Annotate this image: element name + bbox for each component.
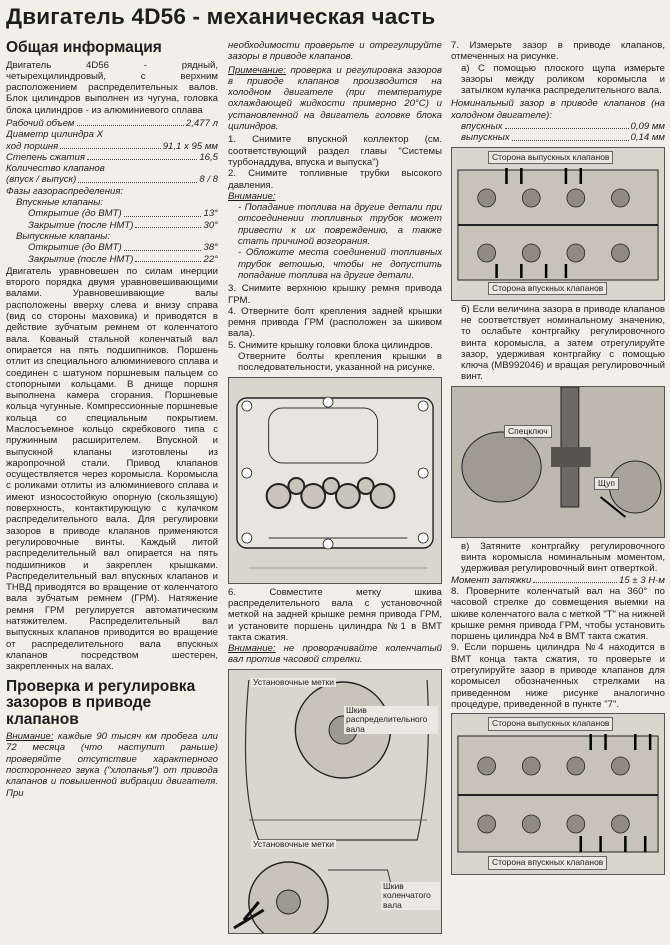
fuel-warning: Внимание: bbox=[228, 190, 276, 202]
spec-row: Фазы газораспределения: bbox=[6, 185, 124, 197]
camshaft-drawing-1 bbox=[452, 148, 664, 300]
spec-row: Степень сжатия 16,5 bbox=[6, 151, 218, 163]
note-cold-engine: Примечание: проверка и регулировка зазоров в приводе клапанов производится на холодном двигателе (при температуре охлаждающей жидкости примерно 20°C) и установленной на двигатель головке блока цилиндров. bbox=[228, 64, 442, 133]
column-right bbox=[451, 40, 665, 940]
step-6: 6. Совместите метку шкива распределительного вала с установочной меткой на задней крышке ремня привода ГРМ, и установите поршень цилиндра №1 в ВМТ такта сжатия. bbox=[228, 586, 442, 643]
torque-spec: Момент затяжки 15 ± 3 Н·м bbox=[451, 574, 665, 586]
step-7b: б) Если величина зазора в приводе клапанов не соответствует номинальному значению, то ослабьте контргайку регулировочного винта коромысла, а затем отрегулируйте зазор, удерживая контргайку с помощью ключа (MB992046) и вращая регулировочный винт. bbox=[461, 303, 665, 383]
rocker-arms-figure-1 bbox=[451, 147, 665, 301]
label-timing-marks-bottom: Установочные метки bbox=[253, 838, 334, 849]
fuel-warning-item: - Попадание топлива на другие детали при отсоединении топливных трубок может привести к их повреждению, а также стать причиной возгорания. bbox=[238, 202, 442, 248]
spec-row: Закрытие (после НМТ) 30° bbox=[28, 219, 218, 231]
step-8: 8. Проверните коленчатый вал на 360° по часовой стрелке до совмещения выемки на шкиве коленчатого вала с меткой "Т" на нижней крышке ремня привода ГРМ, чтобы установить поршень цилиндра №4 в ВМТ такта сжатия. bbox=[451, 585, 665, 643]
clearance-exhaust: выпускных 0,14 мм bbox=[461, 132, 665, 144]
adjustment-drawing bbox=[452, 387, 664, 537]
crank-rotation-warning: Внимание: не проворачивайте коленчатый вал против часовой стрелки. bbox=[228, 643, 442, 666]
spec-list bbox=[6, 118, 218, 265]
label-crank-pulley: Шкив коленчатого вала bbox=[381, 882, 440, 911]
timing-marks-figure bbox=[228, 669, 442, 934]
fuel-warning-item: - Обложите места соединений топливных трубок ветошью, чтобы не допустить попадание топлива на другие детали. bbox=[238, 247, 442, 281]
label-exhaust-side-2: Сторона выпускных клапанов bbox=[488, 717, 613, 731]
step-5-detail: Отверните болты крепления крышки в последовательности, указанной на рисунке. bbox=[238, 351, 442, 374]
step-7c: в) Затяните контргайку регулировочного винта коромысла номинальным моментом, удерживая регулировочный винт отверткой. bbox=[461, 540, 665, 575]
label-exhaust-side: Сторона выпускных клапанов bbox=[488, 151, 613, 165]
cover-bolts-figure bbox=[228, 377, 442, 584]
column-middle bbox=[228, 40, 442, 940]
spec-row: Выпускные клапаны: bbox=[16, 230, 110, 242]
step-7a: а) С помощью плоского щупа измерьте зазоры между роликом коромысла и затылком кулачка распределительного вала. bbox=[461, 62, 665, 97]
rocker-arms-figure-2 bbox=[451, 713, 665, 875]
continued-text: необходимости проверьте и отрегулируйте зазоры в приводе клапанов. bbox=[228, 40, 442, 63]
column-left bbox=[6, 40, 218, 940]
step-2: 2. Снимите топливные трубки высокого давления. bbox=[228, 168, 442, 191]
step-1: 1. Снимите впускной коллектор (см. соответствующий раздел главы "Системы турбонаддува, впуска и выпуска") bbox=[228, 134, 442, 168]
step-3: 3. Снимите верхнюю крышку ремня привода ГРМ. bbox=[228, 283, 442, 306]
clearance-note: Внимание: каждые 90 тысяч км пробега или 72 месяца (что наступит раньше) проверяйте отсутствие характерного постороннего звука ("хлопанья") от привода клапанов и повышенной вибрации двигателя. При bbox=[6, 731, 218, 799]
spec-row: Количество клапанов bbox=[6, 163, 105, 175]
label-intake-side: Сторона впускных клапанов bbox=[488, 282, 607, 296]
clearance-heading: Проверка и регулировка зазоров в приводе клапанов bbox=[6, 677, 196, 728]
step-5: 5. Снимите крышку головки блока цилиндров. bbox=[228, 339, 433, 351]
camshaft-drawing-2 bbox=[452, 714, 664, 874]
nominal-clearance-label: Номинальный зазор в приводе клапанов (на холодном двигателе): bbox=[451, 98, 665, 121]
spec-row: Диаметр цилиндра X bbox=[6, 129, 104, 141]
label-feeler-gauge: Щуп bbox=[594, 477, 619, 491]
intro-text: Двигатель 4D56 - рядный, четырехцилиндровый, с верхним расположением распределительных валов. Блок цилиндров выполнен из чугуна, головка блока цилиндров - из алюминиевого сплава bbox=[6, 59, 218, 116]
page-title: Двигатель 4D56 - механическая часть bbox=[6, 4, 436, 29]
spec-row: Рабочий объем 2,477 л bbox=[6, 117, 218, 129]
spec-row: Впускные клапаны: bbox=[16, 197, 103, 209]
label-intake-side-2: Сторона впускных клапанов bbox=[488, 856, 607, 870]
spec-row: (впуск / выпуск) 8 / 8 bbox=[6, 174, 218, 186]
label-timing-marks-top: Установочные метки bbox=[253, 676, 334, 687]
label-special-wrench: Спецключ bbox=[504, 425, 552, 439]
spec-row: Открытие (до ВМТ) 13° bbox=[28, 208, 218, 220]
step-9: 9. Если поршень цилиндра №4 находится в ВМТ конца такта сжатия, то проверьте и отрегулируйте зазор в приводе клапанов для коромысел обозначенных стрелками на приведенном ниже рисунке аналогично процедуре, приведенной в пункте "7". bbox=[451, 642, 665, 710]
adjustment-figure bbox=[451, 386, 665, 538]
spec-row: Открытие (до ВМТ) 38° bbox=[28, 242, 218, 254]
clearance-intake: впускных 0,09 мм bbox=[461, 121, 665, 133]
engine-description: Двигатель уравновешен по силам инерции второго порядка двумя уравновешивающими валами. Уравновешивающие валы расположены вверху слева и внизу справа (вид со стороны маховика) и приводятся в действие зубчатым ремнем от коленчатого вала. Кованый стальной коленчатый вал опирается на пять подшипников. Поршень отлит из специального алюминиевого сплава и соединен с шатуном поршневым пальцем со стопорными кольцами. В днище поршня выполнена камера сгорания. Поршневые кольца чугунные. Компрессионные поршневые кольца со специальным покрытием. Маслосъемное кольцо скребкового типа с пружинным расширителем. Впускной и выпускной клапаны изготовлены из жаропрочной стали. Привод клапанов осуществляется через коромысла. Коромысла с роликами отлиты из алюминиевого сплава и имеют износостойкую опорную (скользящую) поверхность, контактирующую с кулачком распределительного вала. Для регулировки зазоров в приводе клапанов применяются регулировочные винты. Каждый литой распределительный вал опирается на пять подшипников и закреплен крышками. Распределительный вал впускных клапанов и ТНВД приводятся во вращение от коленчатого вала зубчатым ремнем (ГРМ). Натяжение ремня ГРМ регулируется автоматическим натяжителем. Распределительный вал выпускных клапанов приводится во вращение от распределительного вала впускных клапанов посредством шестерен, закрепленных на валах. bbox=[6, 265, 218, 673]
cylinder-head-cover-drawing bbox=[229, 378, 441, 583]
spec-row: Закрытие (после НМТ) 22° bbox=[28, 253, 218, 265]
step-7: 7. Измерьте зазор в приводе клапанов, отмеченных на рисунке. bbox=[451, 40, 665, 63]
step-4: 4. Отверните болт крепления задней крышки ремня привода ГРМ (расположен за шкивом вала). bbox=[228, 305, 442, 340]
label-cam-pulley: Шкив распределительного вала bbox=[344, 706, 438, 735]
general-info-heading: Общая информация bbox=[6, 40, 162, 56]
spec-row: ход поршня 91,1 х 95 мм bbox=[6, 140, 218, 152]
